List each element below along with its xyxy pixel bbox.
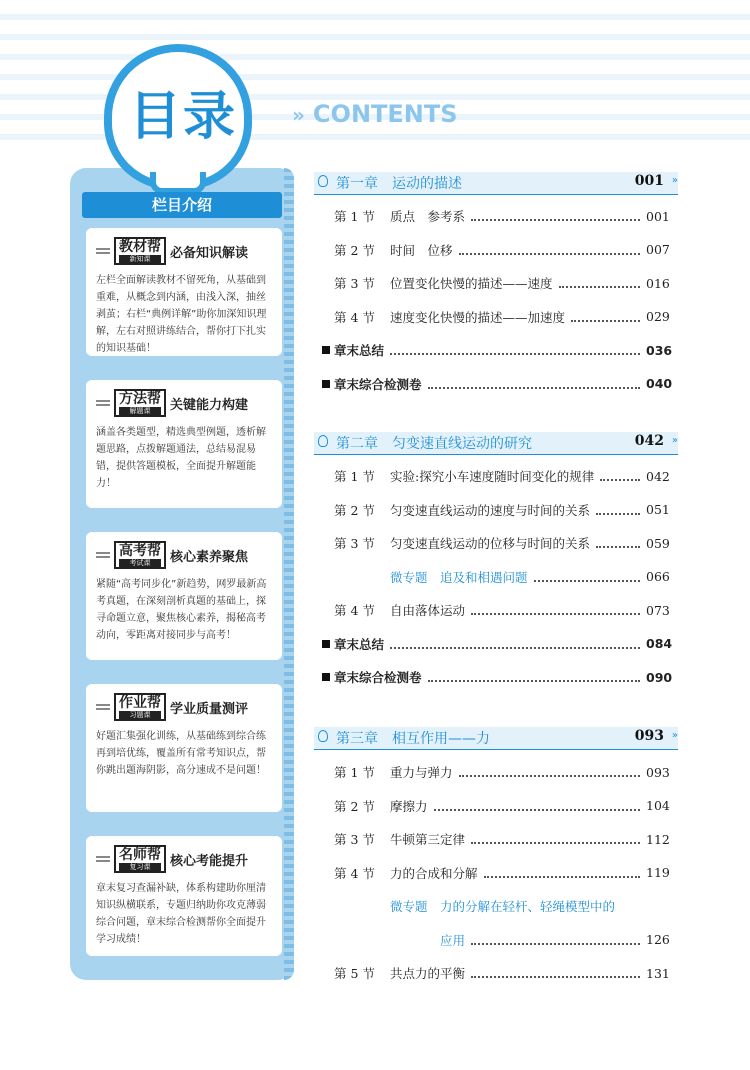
section-number: 第 1 节 (334, 765, 375, 780)
dot-leader (390, 345, 640, 355)
card-subtitle: 核心考能提升 (170, 853, 249, 869)
section-number: 第 4 节 (334, 865, 375, 881)
entry-title: 章末综合检测卷 (334, 670, 422, 685)
dot-leader (471, 211, 640, 221)
entry-page: 007 (646, 242, 670, 257)
intro-panel-edge (284, 168, 294, 980)
intro-heading: 栏目介绍 (82, 192, 282, 218)
chapter-label (336, 728, 490, 748)
dash-decoration (96, 704, 110, 710)
card-tag-sub: 习题课 (119, 711, 161, 719)
entry-page: 073 (646, 602, 670, 618)
entry-title: 自由落体运动 (390, 603, 466, 618)
dot-leader (428, 672, 640, 682)
intro-card (86, 380, 282, 508)
card-tag-sub: 解题课 (119, 407, 161, 415)
dot-leader (428, 379, 640, 389)
card-tag-label: 作业帮 (119, 695, 161, 711)
dot-leader (390, 639, 640, 649)
toc-entry (334, 762, 668, 782)
card-subtitle: 必备知识解读 (170, 245, 249, 261)
entry-page: 029 (646, 309, 670, 324)
section-number: 第 2 节 (334, 502, 375, 518)
chapter-page: 093 (634, 728, 664, 744)
chapter-page: 042 (634, 433, 664, 449)
chapter-label (336, 433, 532, 453)
lightbulb-icon (318, 730, 328, 742)
toc-entry (334, 600, 668, 620)
entry-title: 章末总结 (334, 343, 385, 358)
section-number: 第 4 节 (334, 309, 375, 325)
toc-entry (334, 307, 668, 327)
section-number: 第 2 节 (334, 798, 375, 814)
section-number: 第 1 节 (334, 209, 375, 224)
card-tag (114, 693, 166, 721)
entry-page: 126 (646, 932, 670, 947)
dot-leader (434, 801, 640, 811)
bullet-icon (322, 673, 330, 681)
entry-page: 036 (646, 342, 673, 358)
intro-card (86, 684, 282, 812)
card-subtitle: 关键能力构建 (170, 397, 249, 413)
entry-page: 112 (646, 831, 670, 847)
section-number: 第 3 节 (334, 276, 375, 291)
entry-title: 微专题 追及和相遇问题 (390, 569, 528, 585)
chapter-heading (314, 172, 678, 195)
chapter-number: 第二章 (336, 436, 378, 452)
entry-page: 059 (646, 535, 670, 551)
card-tag-label: 教材帮 (119, 239, 161, 255)
entry-page: 016 (646, 275, 670, 291)
card-title (96, 390, 274, 416)
section-number: 第 3 节 (334, 832, 375, 847)
entry-page: 001 (646, 208, 670, 224)
entry-page: 104 (646, 798, 670, 813)
dot-leader (596, 505, 640, 515)
entry-page: 040 (646, 376, 673, 391)
card-description: 紧随“高考同步化”新趋势，网罗最新高考真题，在深刻剖析真题的基础上，探寻命题立意，聚焦核心素养，揭秘高考动向，零距离对接同步与高考！ (96, 579, 267, 641)
entry-title: 章末总结 (334, 636, 385, 652)
card-description: 左栏全面解读教材不留死角，从基础到重难，从概念到内涵，由浅入深，抽丝剥茧；右栏“典例详解”助你加深知识理解，左右对照讲练结合，帮你打下扎实的知识基础！ (96, 275, 267, 354)
entry-title: 共点力的平衡 (390, 966, 466, 981)
entry-title: 力的合成和分解 (390, 865, 478, 881)
bullet-icon (322, 380, 330, 388)
section-number: 第 3 节 (334, 536, 375, 551)
entry-title: 位置变化快慢的描述——速度 (390, 276, 553, 291)
bullet-icon (322, 346, 330, 354)
lightbulb-icon (318, 435, 328, 447)
entry-title: 速度变化快慢的描述——加速度 (390, 309, 566, 325)
toc-entry (334, 273, 668, 293)
dash-decoration (96, 856, 110, 862)
card-tag-sub: 新知课 (119, 255, 161, 263)
toc-entry (334, 500, 668, 520)
chapter-heading (314, 727, 678, 750)
chapter-number: 第三章 (336, 731, 378, 747)
chapter-label (336, 173, 462, 193)
card-tag-sub: 复习课 (119, 863, 161, 871)
chapter-title: 运动的描述 (392, 176, 462, 192)
entry-title: 实验:探究小车速度随时间变化的规律 (390, 469, 595, 484)
dot-leader (571, 312, 640, 322)
card-tag-label: 名师帮 (119, 847, 161, 863)
entry-page: 090 (646, 669, 673, 685)
dot-leader (596, 538, 640, 548)
dot-leader (471, 968, 640, 978)
card-tag-label: 方法帮 (119, 391, 161, 407)
entry-title: 摩擦力 (390, 798, 428, 814)
card-subtitle: 学业质量测评 (170, 701, 249, 717)
contents-heading (292, 100, 458, 128)
dot-leader (459, 245, 640, 255)
entry-title: 微专题 力的分解在轻杆、轻绳模型中的 (390, 899, 616, 914)
toc-entry (334, 963, 668, 983)
chapter-title: 相互作用——力 (392, 731, 490, 747)
chapter-title: 匀变速直线运动的研究 (392, 436, 532, 452)
toc-entry-summary (322, 634, 673, 654)
entry-page: 084 (646, 636, 673, 651)
card-tag (114, 845, 166, 873)
entry-page: 131 (646, 965, 670, 981)
dash-decoration (96, 552, 110, 558)
card-description: 章末复习查漏补缺，体系构建助你厘清知识纵横联系，专题归纳助你攻克薄弱综合问题，章末综合检测帮你全面提升学习成绩！ (96, 883, 266, 945)
dot-leader (600, 471, 640, 481)
contents-label: CONTENTS (312, 100, 458, 128)
card-tag-label: 高考帮 (119, 543, 161, 559)
section-number: 第 1 节 (334, 469, 375, 484)
toc-entry (334, 829, 668, 849)
chevron-right-icon: » (671, 175, 678, 186)
bullet-icon (322, 640, 330, 648)
toc-entry (334, 863, 668, 883)
toc-entry (390, 567, 668, 587)
section-number: 第 2 节 (334, 242, 375, 258)
toc-entry (334, 240, 668, 260)
toc-entry-summary (322, 374, 673, 394)
card-title (96, 694, 274, 720)
dot-leader (471, 935, 640, 945)
page-title: 目录 (128, 87, 237, 147)
entry-page: 066 (646, 569, 670, 584)
card-title (96, 542, 274, 568)
card-tag (114, 389, 166, 417)
card-tag (114, 237, 166, 265)
toc-entry (334, 796, 668, 816)
entry-title: 时间 位移 (390, 242, 453, 258)
dot-leader (459, 767, 640, 777)
dot-leader (471, 605, 640, 615)
card-description: 好题汇集强化训练，从基础练到综合练再到培优练，覆盖所有常考知识点，帮你跳出题海阴影，高分速成不是问题！ (96, 731, 266, 776)
double-arrow-icon: » (292, 103, 305, 127)
chapter-number: 第一章 (336, 176, 378, 192)
entry-title: 匀变速直线运动的速度与时间的关系 (390, 502, 591, 518)
toc-entry-special (390, 896, 724, 916)
dot-leader (471, 834, 640, 844)
lightbulb-icon (318, 175, 328, 187)
toc-entry-summary (322, 667, 673, 687)
card-subtitle: 核心素养聚焦 (170, 549, 249, 565)
card-tag (114, 541, 166, 569)
dot-leader (534, 572, 640, 582)
card-title (96, 846, 274, 872)
entry-title: 章末综合检测卷 (334, 376, 422, 392)
dash-decoration (96, 400, 110, 406)
section-number: 第 5 节 (334, 966, 375, 981)
lightbulb-base (150, 172, 206, 194)
chevron-right-icon: » (671, 730, 678, 741)
chevron-right-icon: » (671, 435, 678, 446)
section-number: 第 4 节 (334, 603, 375, 618)
card-description: 涵盖各类题型，精选典型例题，透析解题思路，点拨解题通法，总结易混易错，提供答题模板，全面提升解题能力！ (96, 427, 266, 489)
entry-page: 042 (646, 468, 670, 484)
entry-title: 质点 参考系 (390, 209, 466, 224)
card-tag-sub: 考试课 (119, 559, 161, 567)
toc-entry-summary (322, 340, 673, 360)
dot-leader (484, 868, 640, 878)
card-title (96, 238, 274, 264)
entry-page: 051 (646, 502, 670, 517)
toc-entry-special (440, 930, 668, 950)
intro-card (86, 532, 282, 660)
entry-title: 牛顿第三定律 (390, 832, 466, 847)
toc-entry (334, 206, 668, 226)
entry-title: 应用 (440, 932, 466, 948)
chapter-page: 001 (634, 173, 664, 189)
intro-card (86, 836, 282, 956)
toc-entry (334, 533, 668, 553)
dash-decoration (96, 248, 110, 254)
toc-entry (334, 466, 668, 486)
dot-leader (559, 278, 640, 288)
chapter-heading (314, 432, 678, 455)
intro-card (86, 228, 282, 356)
entry-title: 匀变速直线运动的位移与时间的关系 (390, 536, 591, 551)
entry-title: 重力与弹力 (390, 765, 453, 780)
entry-page: 093 (646, 764, 670, 780)
entry-page: 119 (646, 865, 670, 880)
